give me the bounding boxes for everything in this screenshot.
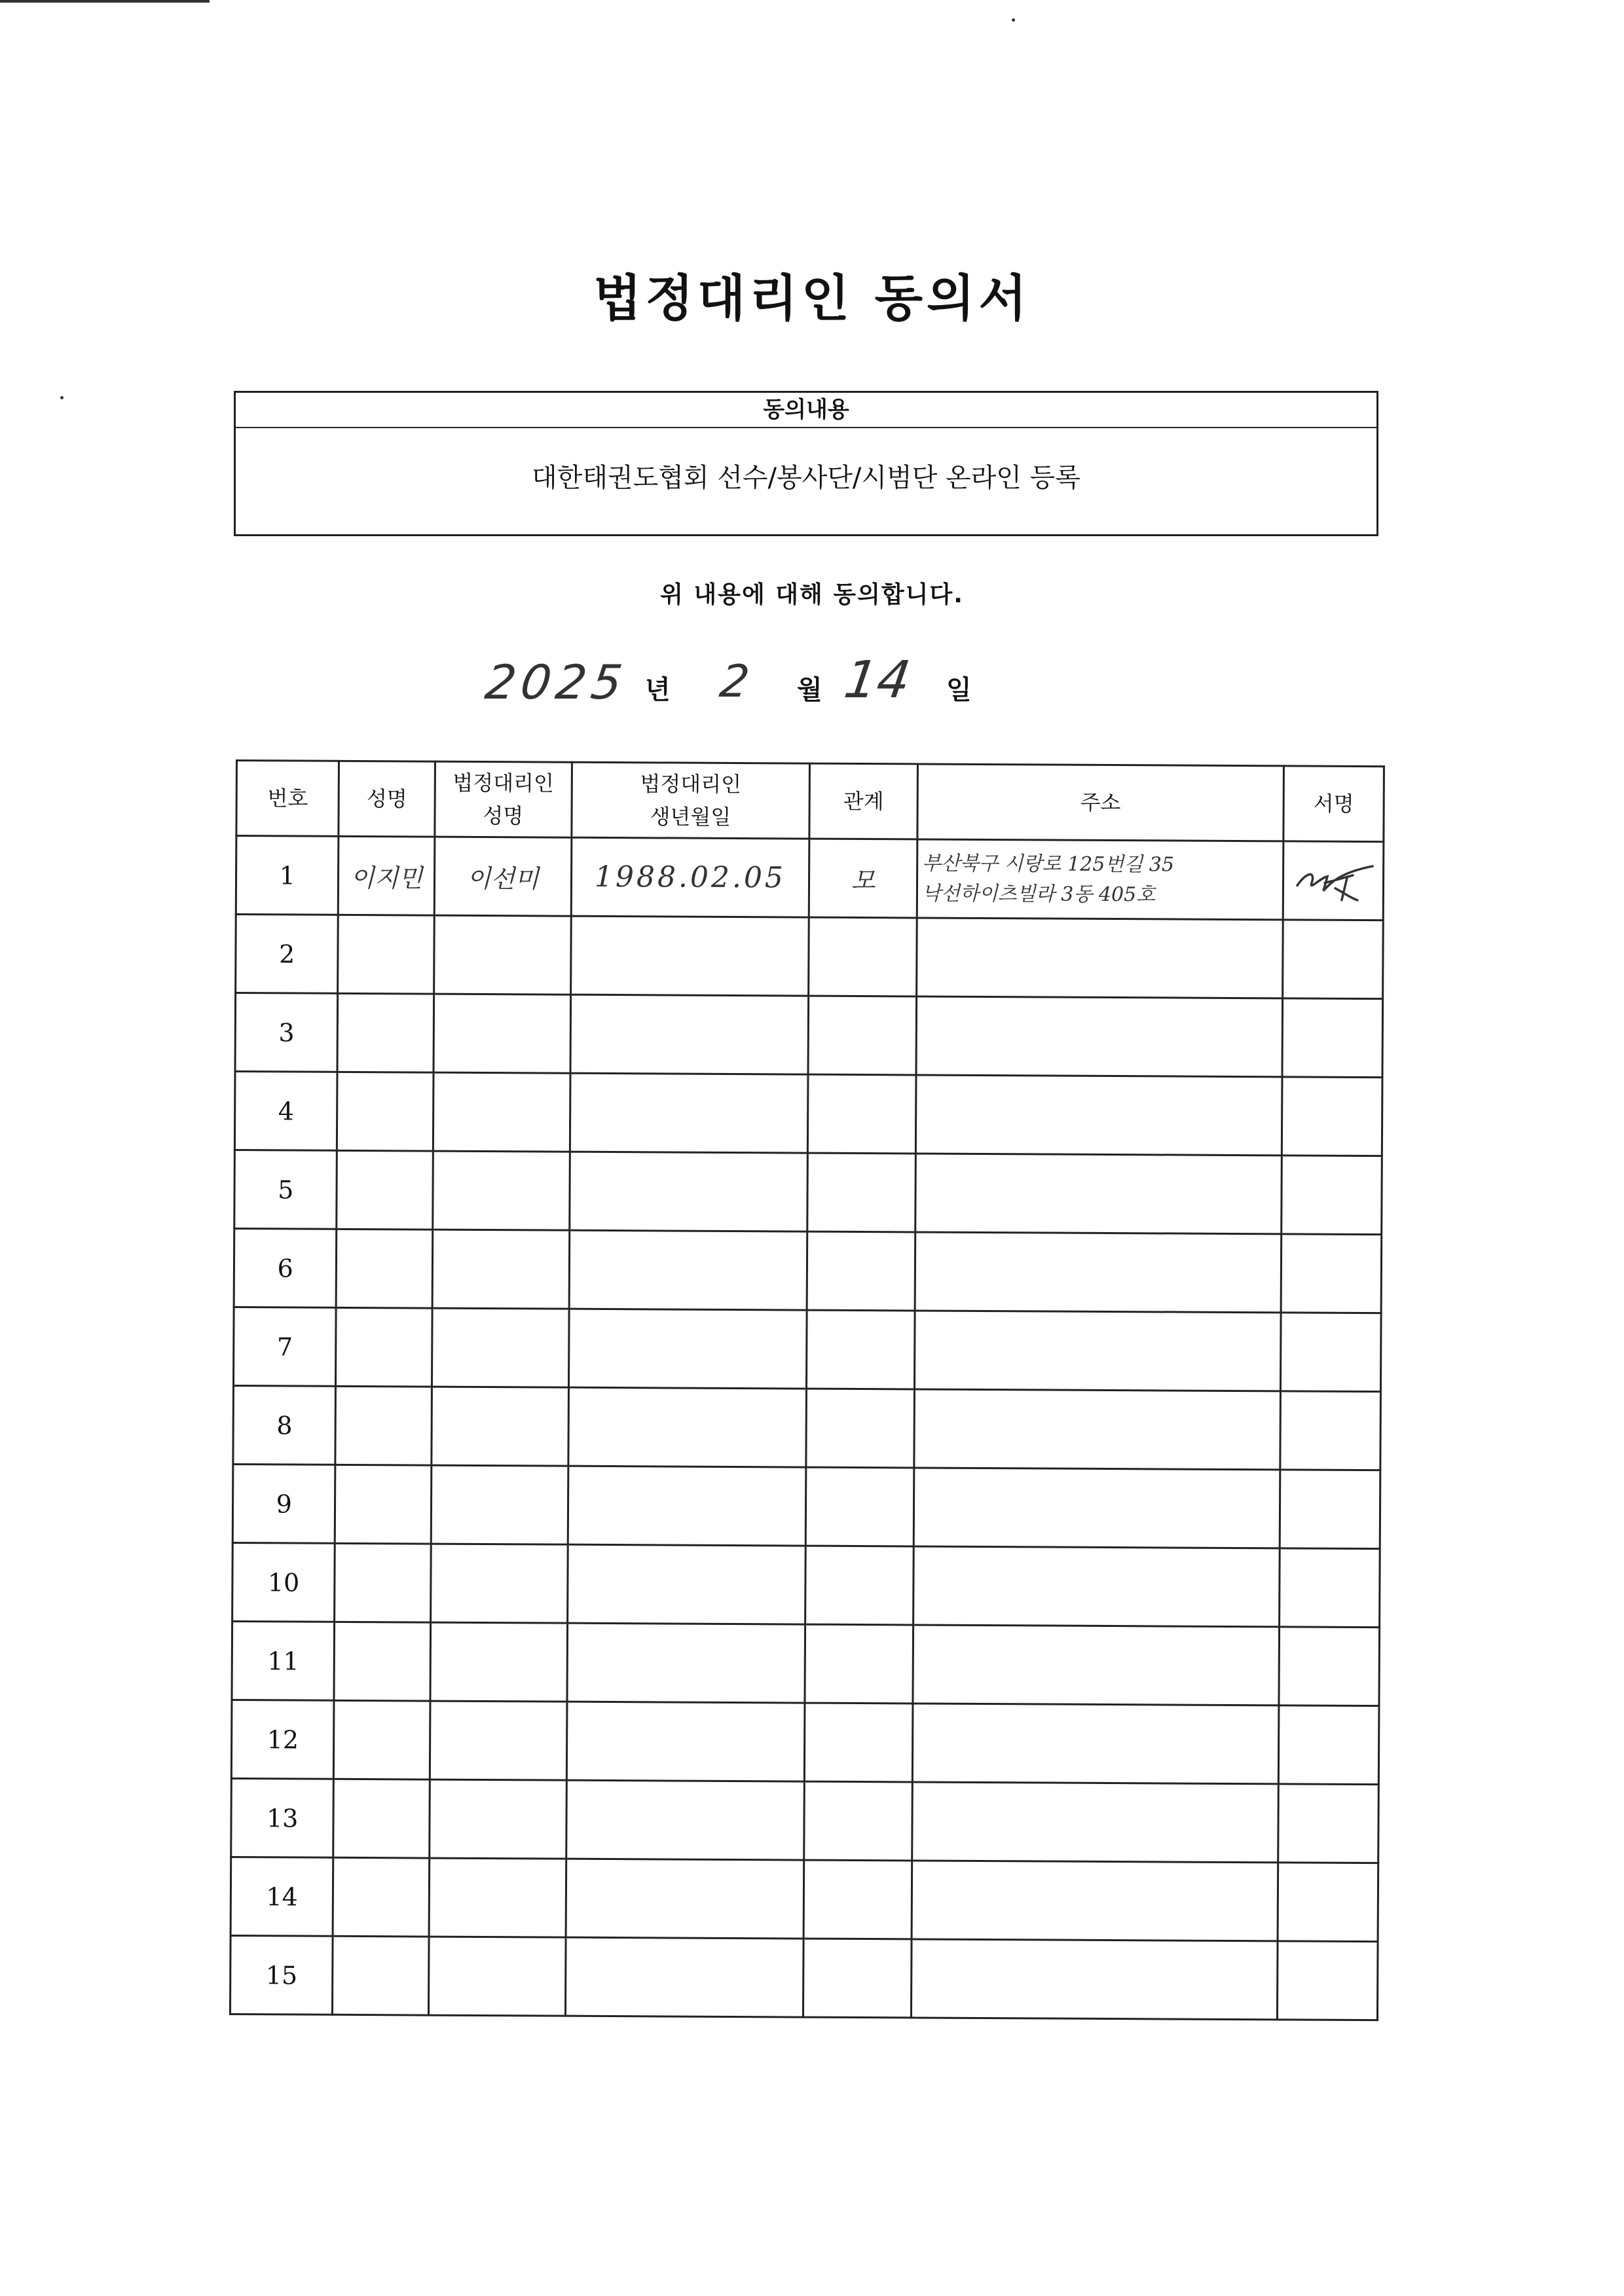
scan-speck [60,396,64,399]
header-rep-birth-line2: 생년월일 [650,804,731,829]
row-rep-birth: 1988.02.05 [571,837,809,917]
header-name: 성명 [339,761,435,837]
row-rep-name: 이선미 [434,837,572,916]
consent-box [234,391,1378,536]
agreement-statement: 위 내용에 대해 동의합니다. [660,581,964,608]
date-month: 2 [716,656,752,708]
row-no: 2 [236,915,339,994]
month-label: 월 [797,675,822,705]
consent-roster-table [229,759,1385,2021]
document-title: 법정대리인 동의서 [593,269,1031,327]
row-no: 10 [232,1542,335,1622]
row-no: 4 [234,1072,337,1151]
handwritten-signature-icon [1284,851,1382,911]
header-rep-name-line2: 성명 [483,803,524,829]
header-rep-name-line1: 법정대리인 [452,770,554,796]
row-no: 6 [234,1228,337,1307]
header-rep-birth [572,762,810,839]
table-row [234,1072,1382,1156]
header-relation: 관계 [809,763,918,839]
row-no: 11 [232,1621,335,1700]
table-row [232,1621,1380,1705]
header-rep-birth-line1: 법정대리인 [640,771,742,797]
table-row [231,1700,1379,1784]
header-signature: 서명 [1283,766,1384,842]
header-rep-name [435,761,572,837]
consent-header: 동의내용 [236,393,1376,428]
row-address-line1: 부산북구 시랑로 125번길 35 [922,851,1175,877]
row-no: 8 [233,1385,336,1465]
row-no: 3 [235,993,338,1072]
date-year: 2025 [482,655,631,710]
scan-edge-line [0,0,210,3]
row-no: 12 [231,1700,334,1779]
table-body [230,836,1383,2020]
row-address [917,839,1283,920]
year-label: 년 [645,675,671,705]
scan-speck [1012,18,1015,22]
row-signature [1283,841,1384,920]
table-row [230,1935,1378,2020]
row-no: 7 [233,1307,336,1386]
table-row [233,1385,1381,1470]
row-no: 14 [231,1857,333,1936]
day-label: 일 [946,675,972,705]
table-row [232,1542,1380,1627]
table-row [231,1857,1378,1941]
table-row [234,1150,1382,1234]
row-relation: 모 [809,839,917,918]
date-day: 14 [840,651,914,710]
row-no: 1 [236,836,339,915]
table-row [233,1307,1381,1391]
table-row [236,915,1384,999]
consent-content: 대한태권도협회 선수/봉사단/시범단 온라인 등록 [532,463,1080,493]
table-row [235,993,1383,1078]
table-row [231,1778,1379,1863]
table-row [232,1464,1380,1548]
row-no: 5 [234,1150,337,1229]
table-row [236,836,1384,920]
table-header-row [236,761,1384,842]
row-no: 9 [232,1464,335,1543]
row-address-line2: 낙선하이츠빌라 3동 405호 [921,881,1156,906]
header-address: 주소 [917,764,1284,841]
table-row [234,1228,1382,1313]
row-no: 13 [231,1778,334,1857]
row-no: 15 [230,1935,333,2014]
row-name: 이지민 [339,836,435,915]
header-no: 번호 [236,761,339,837]
